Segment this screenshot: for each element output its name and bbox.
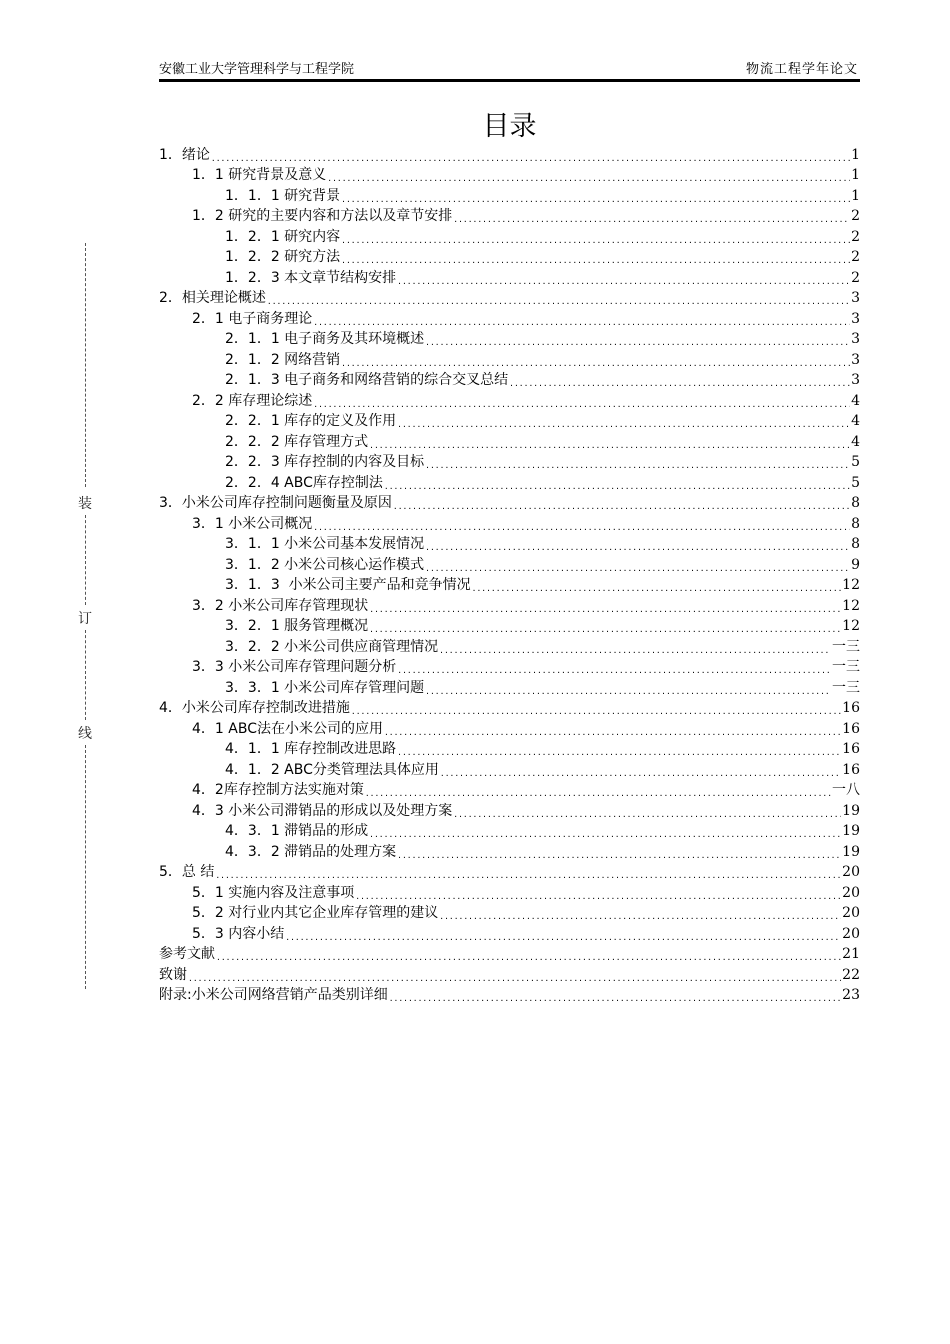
toc-entry-page: 3 <box>851 372 860 388</box>
toc-entry[interactable] <box>159 881 860 902</box>
toc-entry-label: 4．1．1 库存控制改进思路 <box>225 741 397 757</box>
toc-entry[interactable] <box>159 471 860 492</box>
toc-leader-dots <box>397 419 850 430</box>
toc-entry-label: 4．3 小米公司滞销品的形成以及处理方案 <box>192 802 453 819</box>
toc-entry-page: 1 <box>851 167 860 183</box>
toc-entry-page: 1 <box>851 146 860 163</box>
toc-leader-dots <box>425 563 850 574</box>
toc-leader-dots <box>313 522 850 533</box>
toc-entry-page: 12 <box>842 577 860 593</box>
toc-entry-page: 3 <box>851 331 860 347</box>
toc-entry-page: 8 <box>851 515 860 532</box>
header-institution: 安徽工业大学管理科学与工程学院 <box>159 62 355 77</box>
toc-leader-dots <box>313 317 850 328</box>
toc-entry-page: 21 <box>842 946 860 962</box>
toc-entry[interactable] <box>159 369 860 390</box>
table-of-contents <box>159 143 860 1004</box>
toc-entry-label: 1．2．1 研究内容 <box>225 228 341 245</box>
toc-entry[interactable] <box>159 697 860 718</box>
toc-entry-page: 12 <box>842 618 860 634</box>
toc-entry-page: 19 <box>842 802 860 819</box>
toc-leader-dots <box>313 399 850 410</box>
toc-entry[interactable] <box>159 553 860 574</box>
toc-leader-dots <box>425 542 850 553</box>
toc-entry[interactable] <box>159 348 860 369</box>
toc-leader-dots <box>509 378 850 389</box>
toc-entry-page: 3 <box>851 290 860 306</box>
toc-entry-label: 2．2 库存理论综述 <box>192 392 313 409</box>
toc-entry-label: 2．1．3 电子商务和网络营销的综合交叉总结 <box>225 372 509 388</box>
toc-entry-page: 4 <box>851 413 860 429</box>
toc-entry-label: 4．2库存控制方法实施对策 <box>192 782 364 798</box>
toc-entry[interactable] <box>159 328 860 349</box>
toc-entry-label: 5．2 对行业内其它企业库存管理的建议 <box>192 905 439 921</box>
binding-dash-line <box>85 745 86 989</box>
toc-entry-label: 5．总 结 <box>159 864 215 880</box>
binding-dash-line <box>85 515 86 605</box>
binding-char-xian: 线 <box>78 726 92 742</box>
toc-entry-page: 4 <box>851 392 860 409</box>
toc-entry-label: 1．绪论 <box>159 146 210 163</box>
toc-entry[interactable] <box>159 820 860 841</box>
toc-entry-page: 8 <box>851 495 860 511</box>
toc-entry[interactable] <box>159 430 860 451</box>
toc-leader-dots <box>355 891 841 902</box>
toc-leader-dots <box>397 850 841 861</box>
toc-entry-label: 1．2．3 本文章节结构安排 <box>225 269 397 286</box>
toc-leader-dots <box>389 993 841 1004</box>
toc-entry-page: 2 <box>851 228 860 245</box>
toc-entry-page: 1 <box>851 187 860 204</box>
toc-leader-dots <box>341 235 850 246</box>
toc-entry[interactable] <box>159 656 860 677</box>
toc-entry-label: 2．1 电子商务理论 <box>192 310 313 327</box>
header-rule <box>159 79 860 82</box>
toc-entry-label: 3．3．1 小米公司库存管理问题 <box>225 679 425 696</box>
toc-leader-dots <box>215 870 841 881</box>
toc-entry[interactable] <box>159 738 860 759</box>
toc-entry-page: 20 <box>842 864 860 880</box>
toc-entry-page: 一三 <box>832 659 860 675</box>
toc-entry-page: 23 <box>842 987 860 1003</box>
binding-char-zhuang: 装 <box>78 496 92 512</box>
toc-entry-label: 4．1 ABC法在小米公司的应用 <box>192 720 383 737</box>
toc-entry-label: 3．2．1 服务管理概况 <box>225 618 369 634</box>
toc-entry-label: 附录:小米公司网络营销产品类别详细 <box>159 987 388 1003</box>
toc-entry[interactable] <box>159 717 860 738</box>
toc-entry[interactable] <box>159 164 860 185</box>
toc-leader-dots <box>211 153 850 164</box>
toc-entry[interactable] <box>159 574 860 595</box>
toc-entry[interactable] <box>159 943 860 964</box>
toc-entry-page: 20 <box>842 925 860 942</box>
header-doc-type: 物流工程学年论文 <box>745 62 858 77</box>
toc-entry-label: 1．1 研究背景及意义 <box>192 167 327 183</box>
toc-entry-label: 致谢 <box>159 966 187 983</box>
toc-entry-label: 4．小米公司库存控制改进措施 <box>159 700 350 716</box>
toc-entry[interactable] <box>159 594 860 615</box>
toc-entry[interactable] <box>159 963 860 984</box>
toc-entry-page: 16 <box>842 700 860 716</box>
toc-entry[interactable] <box>159 902 860 923</box>
toc-entry-label: 1．2 研究的主要内容和方法以及章节安排 <box>192 208 453 224</box>
toc-leader-dots <box>341 255 850 266</box>
toc-leader-dots <box>384 727 841 738</box>
toc-entry-label: 3．2 小米公司库存管理现状 <box>192 597 369 614</box>
toc-leader-dots <box>472 583 842 594</box>
toc-leader-dots <box>397 665 831 676</box>
toc-entry[interactable] <box>159 922 860 943</box>
toc-leader-dots <box>267 296 850 307</box>
toc-entry-label: 2．2．3 库存控制的内容及目标 <box>225 454 425 470</box>
toc-entry[interactable] <box>159 840 860 861</box>
toc-entry-label: 4．3．2 滞销品的处理方案 <box>225 843 397 860</box>
toc-entry-page: 8 <box>851 536 860 552</box>
toc-leader-dots <box>440 768 841 779</box>
toc-title: 目录 <box>482 111 537 142</box>
toc-entry-label: 1．1．1 研究背景 <box>225 187 341 204</box>
toc-entry-page: 20 <box>842 884 860 901</box>
toc-leader-dots <box>285 932 841 943</box>
toc-entry-label: 4．1．2 ABC分类管理法具体应用 <box>225 761 439 778</box>
toc-entry-page: 3 <box>851 351 860 368</box>
toc-entry[interactable] <box>159 676 860 697</box>
toc-entry-label: 2．2．4 ABC库存控制法 <box>225 474 383 491</box>
toc-entry-page: 一三 <box>832 679 860 696</box>
toc-entry[interactable] <box>159 758 860 779</box>
toc-leader-dots <box>369 624 841 635</box>
toc-leader-dots <box>439 911 841 922</box>
toc-entry[interactable] <box>159 861 860 882</box>
toc-leader-dots <box>425 686 831 697</box>
toc-leader-dots <box>439 645 831 656</box>
toc-entry-page: 12 <box>842 597 860 614</box>
toc-leader-dots <box>397 747 841 758</box>
toc-leader-dots <box>216 952 841 963</box>
toc-leader-dots <box>365 788 831 799</box>
toc-entry[interactable] <box>159 246 860 267</box>
toc-leader-dots <box>425 460 850 471</box>
toc-entry[interactable] <box>159 307 860 328</box>
toc-leader-dots <box>369 829 841 840</box>
toc-leader-dots <box>425 337 850 348</box>
toc-entry[interactable] <box>159 492 860 513</box>
toc-entry-page: 20 <box>842 905 860 921</box>
toc-entry[interactable] <box>159 410 860 431</box>
toc-entry[interactable] <box>159 389 860 410</box>
toc-entry[interactable] <box>159 451 860 472</box>
toc-entry[interactable] <box>159 184 860 205</box>
binding-margin <box>75 243 95 989</box>
toc-entry-page: 19 <box>842 823 860 839</box>
toc-entry-page: 5 <box>851 474 860 491</box>
toc-entry-label: 2．1．1 电子商务及其环境概述 <box>225 331 425 347</box>
toc-entry-label: 3．1 小米公司概况 <box>192 515 313 532</box>
toc-entry-page: 16 <box>842 720 860 737</box>
toc-leader-dots <box>369 440 850 451</box>
toc-entry-page: 16 <box>842 741 860 757</box>
toc-entry-page: 5 <box>851 454 860 470</box>
toc-leader-dots <box>393 501 850 512</box>
toc-leader-dots <box>397 276 850 287</box>
toc-entry-page: 22 <box>842 966 860 983</box>
toc-leader-dots <box>327 173 850 184</box>
toc-leader-dots <box>188 973 841 984</box>
toc-entry[interactable] <box>159 512 860 533</box>
toc-entry-label: 2．1．2 网络营销 <box>225 351 341 368</box>
toc-entry-label: 2．相关理论概述 <box>159 290 266 306</box>
toc-entry[interactable] <box>159 533 860 554</box>
toc-entry-page: 2 <box>851 249 860 265</box>
toc-entry-label: 2．2．1 库存的定义及作用 <box>225 413 397 429</box>
toc-entry-label: 3．3 小米公司库存管理问题分析 <box>192 659 397 675</box>
toc-leader-dots <box>341 358 850 369</box>
binding-dash-line <box>85 243 86 487</box>
toc-entry[interactable] <box>159 615 860 636</box>
toc-entry[interactable] <box>159 205 860 226</box>
toc-leader-dots <box>384 481 850 492</box>
toc-leader-dots <box>369 604 841 615</box>
toc-entry-label: 5．1 实施内容及注意事项 <box>192 884 355 901</box>
toc-entry-page: 9 <box>851 556 860 573</box>
toc-entry-label: 3．1．2 小米公司核心运作模式 <box>225 556 425 573</box>
page-header <box>159 56 860 82</box>
toc-entry-label: 参考文献 <box>159 946 215 962</box>
toc-entry-label: 3．小米公司库存控制问题衡量及原因 <box>159 495 392 511</box>
toc-entry-page: 16 <box>842 761 860 778</box>
toc-entry[interactable] <box>159 799 860 820</box>
toc-leader-dots <box>351 706 841 717</box>
toc-entry[interactable] <box>159 287 860 308</box>
toc-leader-dots <box>341 194 850 205</box>
toc-entry-page: 3 <box>851 310 860 327</box>
toc-entry-label: 1．2．2 研究方法 <box>225 249 341 265</box>
toc-entry[interactable] <box>159 266 860 287</box>
toc-entry-label: 3．1．3 小米公司主要产品和竞争情况 <box>225 577 471 593</box>
toc-entry-page: 一八 <box>832 782 860 798</box>
toc-entry-label: 2．2．2 库存管理方式 <box>225 433 369 450</box>
toc-entry-label: 5．3 内容小结 <box>192 925 285 942</box>
toc-entry[interactable] <box>159 779 860 800</box>
toc-entry[interactable] <box>159 635 860 656</box>
toc-leader-dots <box>453 214 850 225</box>
toc-entry-page: 19 <box>842 843 860 860</box>
toc-entry[interactable] <box>159 984 860 1005</box>
toc-entry-label: 3．1．1 小米公司基本发展情况 <box>225 536 425 552</box>
toc-entry-page: 2 <box>851 269 860 286</box>
toc-entry-page: 4 <box>851 433 860 450</box>
binding-dash-line <box>85 630 86 720</box>
toc-entry-page: 一三 <box>832 638 860 655</box>
toc-entry[interactable] <box>159 225 860 246</box>
toc-leader-dots <box>453 809 841 820</box>
toc-entry-label: 3．2．2 小米公司供应商管理情况 <box>225 638 439 655</box>
binding-char-ding: 订 <box>78 611 92 627</box>
toc-entry[interactable] <box>159 143 860 164</box>
toc-entry-label: 4．3．1 滞销品的形成 <box>225 823 369 839</box>
toc-entry-page: 2 <box>851 208 860 224</box>
